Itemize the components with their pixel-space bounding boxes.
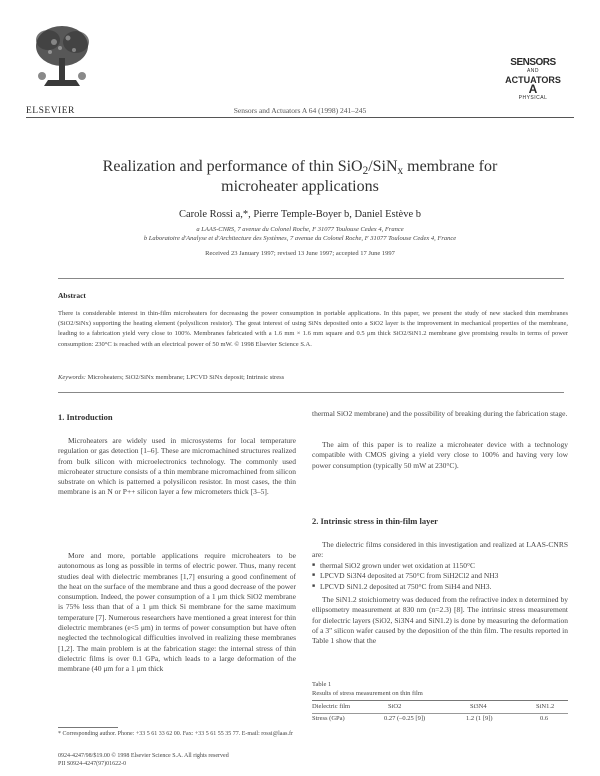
- journal-logo-line5: PHYSICAL: [518, 95, 548, 101]
- table-cell: 0.6: [540, 715, 549, 722]
- list-item: ■ thermal SiO2 grown under wet oxidation at 1150°C: [312, 561, 568, 571]
- table-header-rule: [312, 713, 568, 714]
- keywords-list: Microheaters; SiO2/SiNx membrane; LPCVD SiNx deposit; Intrinsic stress: [85, 374, 285, 381]
- journal-logo-line1: SENSORS: [510, 57, 556, 68]
- pii-line: PII S0924-4247(97)01622-0: [58, 761, 127, 767]
- table-caption: [312, 680, 423, 698]
- copyright-notice: [58, 752, 358, 768]
- section-heading-intrinsic-stress: 2. Intrinsic stress in thin-film layer: [312, 516, 438, 526]
- journal-logo: [503, 58, 563, 103]
- title-sub2: x: [397, 164, 404, 177]
- corresponding-author-footnote: * Corresponding author. Phone: +33 5 61 33 62 00. Fax: +33 5 61 55 35 77. E-mail: rossi@laas.fr: [58, 731, 293, 737]
- paper-title: [40, 157, 560, 197]
- table-header-cell: SiO2: [388, 703, 402, 710]
- intro-paragraph-2: More and more, portable applications require microheaters to be autonomous as long as possible in terms of electric power. Thus, many recent studies deal with dielectric membranes [1,7] ensuring a good confinement of the heat on the surface of the membrane and thus a good decrease of the power consumption. Indeed, the power consumption of a 1 μm thick SiO2 membrane is 75% less than that of a 1 μm thick Si membrane for the same maximum temperature [7]. Numerous researchers have mentioned a great interest for thin dielectric membranes (e<5 μm) in terms of power consumption but have often neglected the technological difficulties involved in realizing these membranes [1,2]. The main problem is at the fabrication stage: the internal stress of thin dielectric films is over 0.1 GPa, which leads to a large deformation of the membrane (40 μm for a 1 μm thick: [58, 551, 296, 674]
- title-part2: /SiN: [368, 158, 398, 175]
- abstract-top-rule: [58, 278, 564, 279]
- table-header-cell: SiN1.2: [536, 703, 555, 710]
- title-line2: microheater applications: [221, 178, 379, 195]
- list-item: ■ LPCVD SiN1.2 deposited at 750°C from SiH4 and NH3.: [312, 582, 568, 592]
- author-list: Carole Rossi a,*, Pierre Temple-Boyer b, Daniel Estève b: [179, 209, 421, 220]
- table-caption-title: Results of stress measurement on thin film: [312, 690, 423, 697]
- list-item: ■ LPCVD Si3N4 deposited at 750°C from SiH2Cl2 and NH3: [312, 571, 568, 581]
- keywords: [58, 374, 568, 381]
- journal-logo-line3: ACTUATORS: [505, 75, 561, 85]
- section-heading-introduction: 1. Introduction: [58, 412, 113, 422]
- table-header-cell: Si3N4: [470, 703, 487, 710]
- copyright-line: 0924-4247/98/$19.00 © 1998 Elsevier Science S.A. All rights reserved: [58, 753, 229, 759]
- intro-paragraph-1: Microheaters are widely used in microsystems for local temperature regulation or gas detection [1–6]. These are micromachined structures realized from bulk silicon with microelectronics technology. The commonly used microheater structure consists of a thin membrane micromachined from silicon substrate on which is patterned a polysilicon resistor. In most cases, the thin membrane is an N or P++ silicon layer a few micrometers thick [3–5].: [58, 436, 296, 497]
- footnote-rule: [58, 727, 118, 728]
- right-paragraph-4: The SiN1.2 stoichiometry was deduced from the refractive index n determined by ellipsometry measurement at 830 nm (n=2.3) [8]. The intrinsic stress measurement for dielectric layers (SiO2, Si3N4 and SiN1.2) is done by measuring the deformation of a 3" silicon wafer caused by the deposition of the thin film. The results reported in Table 1 show that the: [312, 595, 568, 646]
- header-divider: [26, 117, 574, 118]
- abstract-body: There is considerable interest in thin-film microheaters for decreasing the power consumption in portable applications. In this paper, we present the study of new stacked thin membranes (SiO2/SiNx) supporting the heating element (polysilicon resistor). The great interest of using SiNx deposited onto a SiO2 layer is the improvement in mechanical properties of the membrane, leading to a fabrication yield very close to 100%. Membranes fabricated with a 1.6 mm × 1.6 mm square and 0.5 μm thick SiO2/SiN1.2 membrane give promising results in terms of power consumption: 230°C is reached with an electrical power of 50 mW. © 1998 Elsevier Science S.A.: [58, 310, 568, 348]
- right-paragraph-3: The dielectric films considered in this investigation and realized at LAAS-CNRS are:: [312, 540, 568, 560]
- title-part1: Realization and performance of thin SiO: [102, 158, 363, 175]
- table-header-cell: Dielectric film: [312, 703, 351, 710]
- publisher-name: ELSEVIER: [26, 106, 75, 116]
- right-paragraph-1: thermal SiO2 membrane) and the possibility of breaking during the fabrication stage.: [312, 409, 568, 418]
- received-dates: Received 23 January 1997; revised 13 June 1997; accepted 17 June 1997: [205, 250, 395, 257]
- dielectric-film-list: [312, 561, 568, 592]
- title-part3: membrane for: [403, 158, 498, 175]
- elsevier-tree-logo: [30, 20, 94, 92]
- journal-logo-line4: A: [528, 82, 538, 96]
- title-sub1: 2: [362, 164, 369, 177]
- abstract-bottom-rule: [58, 392, 564, 393]
- table-cell: Stress (GPa): [312, 715, 345, 722]
- affiliation-b: b Laboratoire d'Analyse et d'Architecture des Systèmes, 7 avenue du Colonel Roche, F 31077 Toulouse Cedex 4, France: [143, 235, 457, 242]
- journal-citation: Sensors and Actuators A 64 (1998) 241–245: [233, 106, 367, 115]
- table-cell: 1.2 (1 [9]): [466, 715, 493, 722]
- right-paragraph-2: The aim of this paper is to realize a microheater device with a technology compatible with CMOS giving a yield very close to 100% and having very low power consumption (typically 50 mW at 230°C).: [312, 440, 568, 470]
- abstract-heading: Abstract: [58, 291, 86, 300]
- journal-logo-line2: AND: [526, 68, 540, 74]
- table-cell: 0.27 (–0.25 [9]): [384, 715, 426, 722]
- affiliation-a: a LAAS-CNRS, 7 avenue du Colonel Roche, F 31077 Toulouse Cedex 4, France: [196, 226, 404, 233]
- table-caption-number: Table 1: [312, 681, 332, 688]
- keywords-label: Keywords:: [58, 374, 86, 381]
- table-top-rule: [312, 700, 568, 701]
